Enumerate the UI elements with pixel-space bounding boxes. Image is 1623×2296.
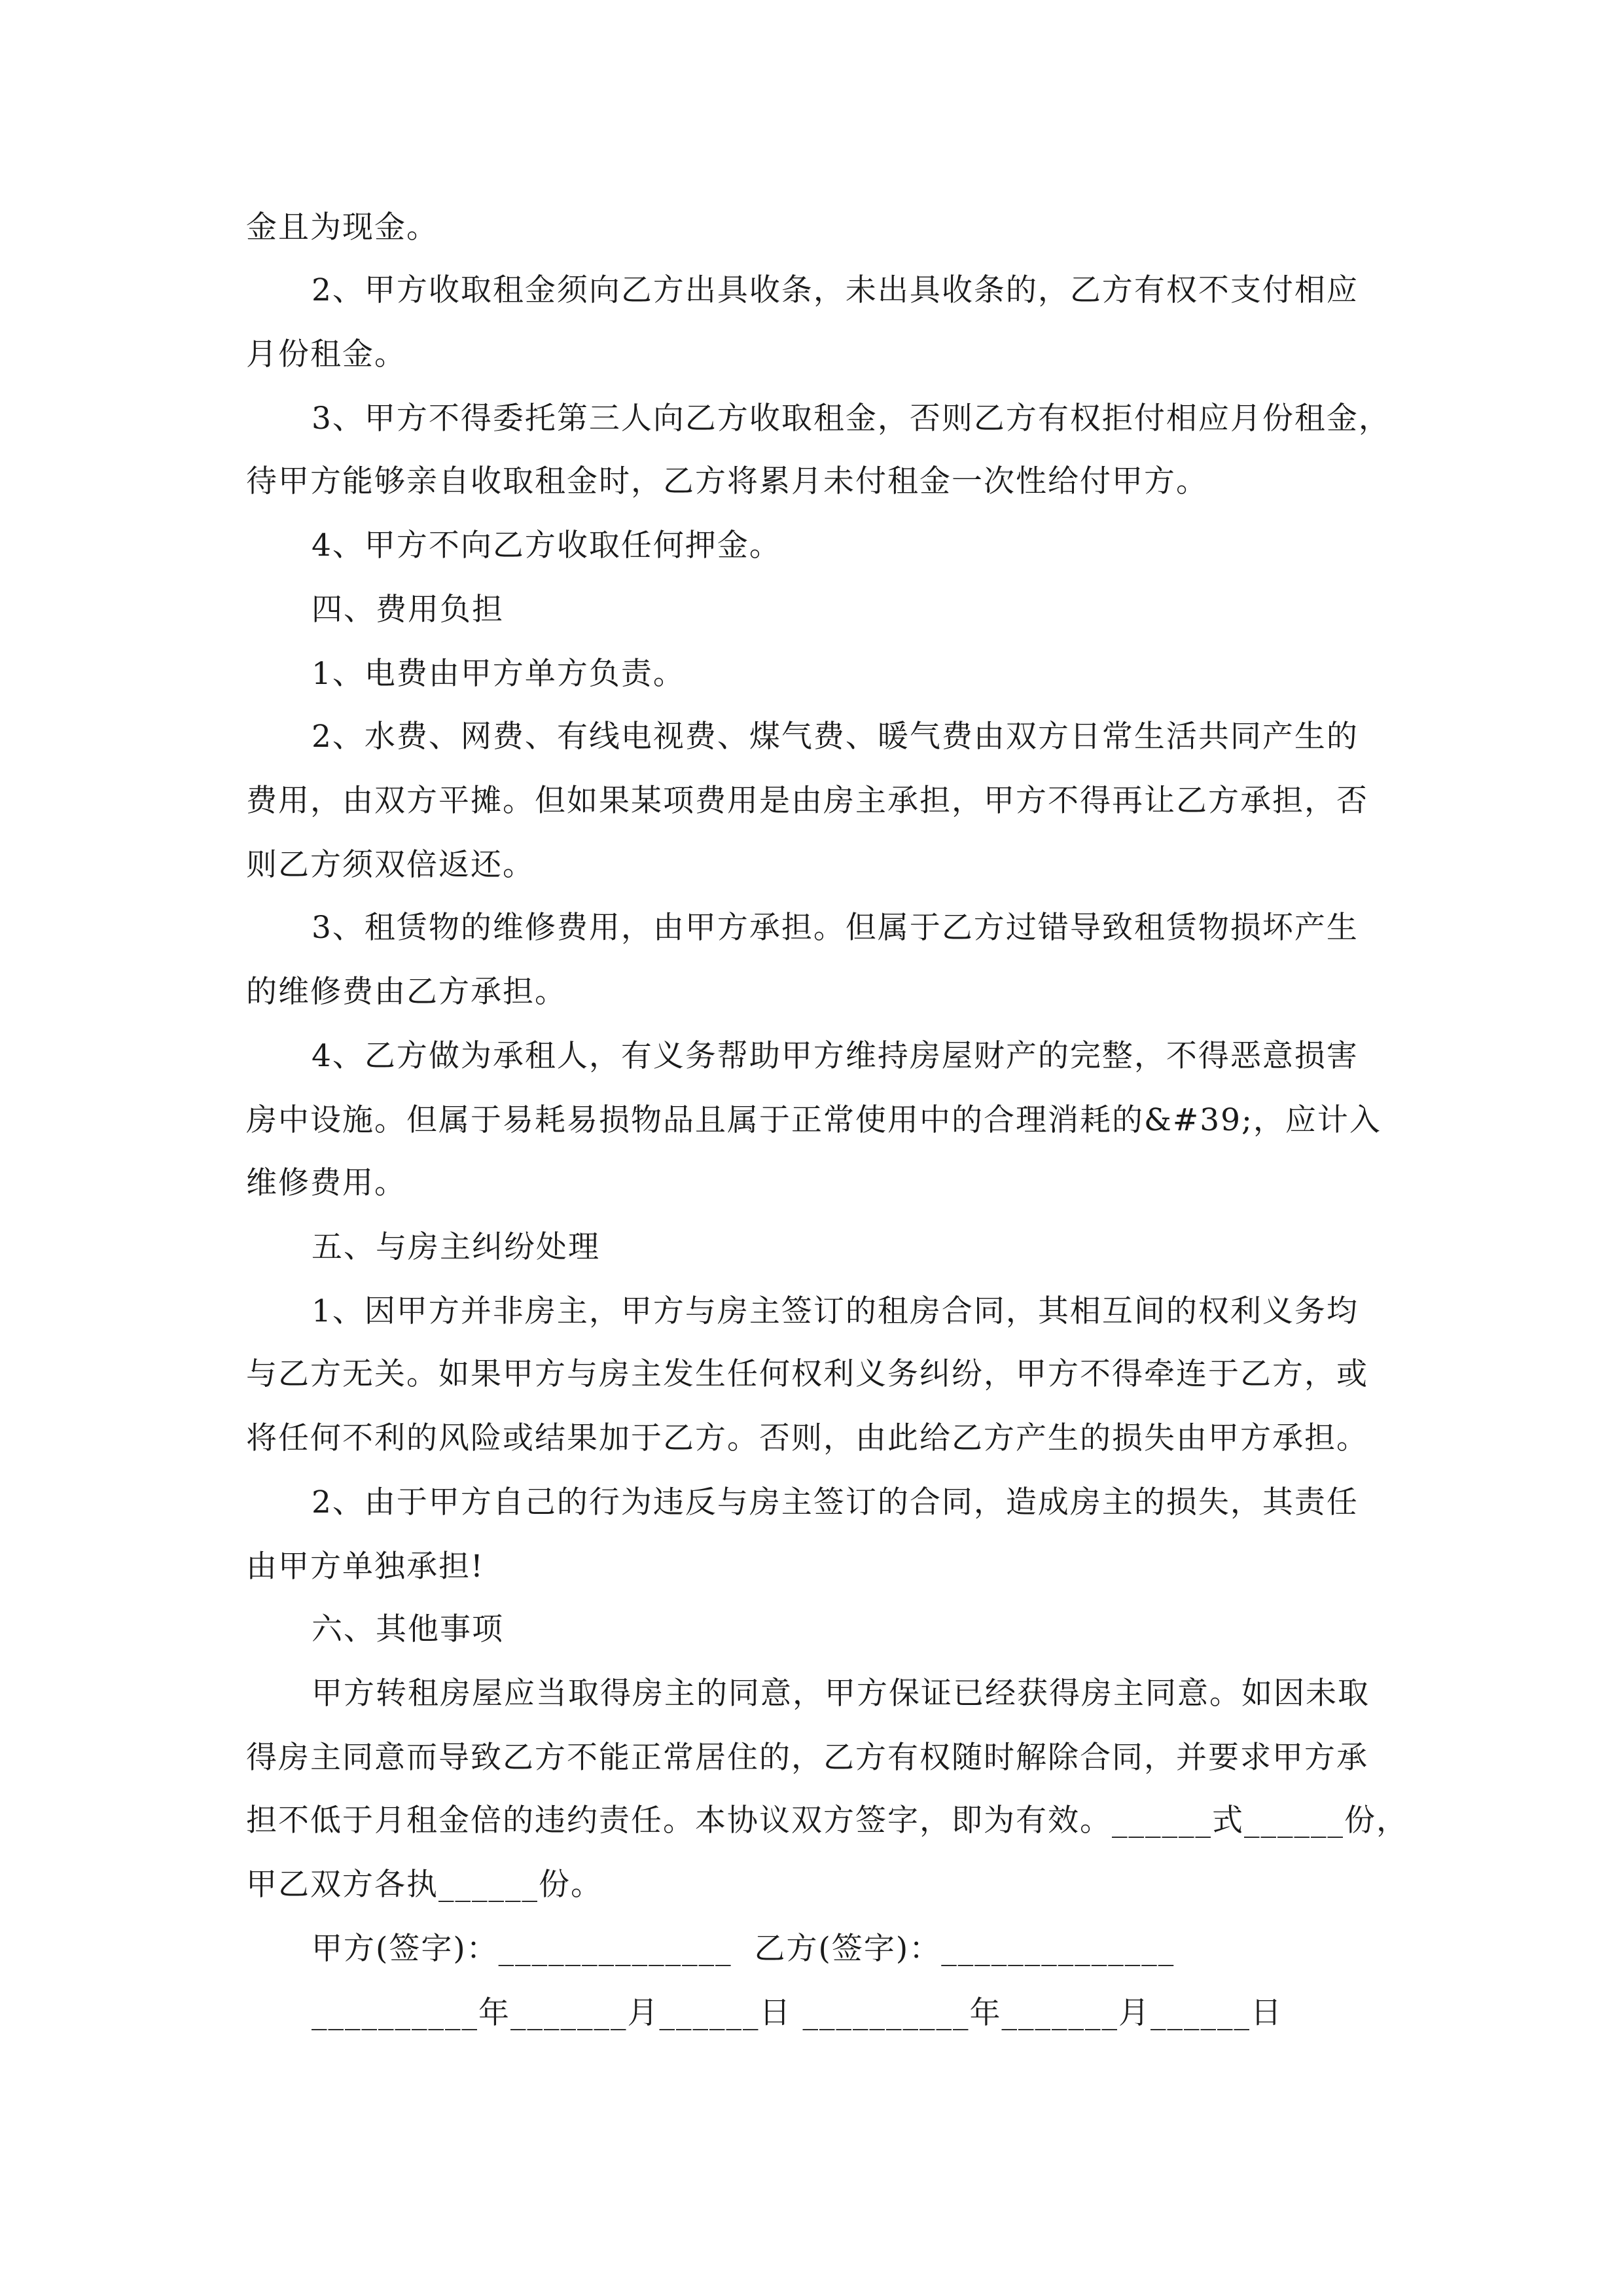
paragraph-line-16: 维修费用。 (246, 1165, 406, 1201)
paragraph-line-18: 1、因甲方并非房主，甲方与房主签订的租房合同，其相互间的权利义务均 (312, 1293, 1359, 1329)
paragraph-line-3: 月份租金。 (246, 336, 406, 372)
paragraph-line-21: 2、由于甲方自己的行为违反与房主签订的合同，造成房主的损失，其责任 (312, 1484, 1359, 1520)
paragraph-line-25: 得房主同意而导致乙方不能正常居住的，乙方有权随时解除合同，并要求甲方承 (246, 1740, 1368, 1776)
paragraph-line-14: 4、乙方做为承租人，有义务帮助甲方维持房屋财产的完整，不得恶意损害 (312, 1038, 1359, 1074)
paragraph-line-9: 2、水费、网费、有线电视费、煤气费、暖气费由双方日常生活共同产生的 (312, 719, 1359, 755)
paragraph-line-1: 金且为现金。 (246, 209, 438, 245)
paragraph-line-13: 的维修费由乙方承担。 (246, 974, 567, 1010)
paragraph-line-15: 房中设施。但属于易耗易损物品且属于正常使用中的合理消耗的&#39;，应计入 (246, 1102, 1382, 1138)
date-line: __________年_______月______日 __________年_______月______日 (312, 1995, 1283, 2031)
paragraph-line-12: 3、租赁物的维修费用，由甲方承担。但属于乙方过错导致租赁物损坏产生 (312, 910, 1359, 946)
paragraph-line-27: 甲乙双方各执______份。 (246, 1867, 603, 1903)
paragraph-line-26: 担不低于月租金倍的违约责任。本协议双方签字，即为有效。______式______份， (246, 1803, 1408, 1839)
section-heading-4: 四、费用负担 (312, 592, 504, 628)
paragraph-line-10: 费用，由双方平摊。但如果某项费用是由房主承担，甲方不得再让乙方承担，否 (246, 783, 1368, 819)
section-heading-5: 五、与房主纠纷处理 (312, 1229, 600, 1265)
paragraph-line-8: 1、电费由甲方单方负责。 (312, 656, 685, 692)
paragraph-line-20: 将任何不利的风险或结果加于乙方。否则，由此给乙方产生的损失由甲方承担。 (246, 1420, 1368, 1456)
paragraph-line-2: 2、甲方收取租金须向乙方出具收条，未出具收条的，乙方有权不支付相应 (312, 272, 1359, 308)
paragraph-line-19: 与乙方无关。如果甲方与房主发生任何权利义务纠纷，甲方不得牵连于乙方，或 (246, 1356, 1368, 1392)
paragraph-line-22: 由甲方单独承担! (246, 1549, 484, 1585)
section-heading-6: 六、其他事项 (312, 1611, 504, 1647)
signature-line: 甲方(签字)：______________ 乙方(签字)：______________ (312, 1931, 1175, 1967)
paragraph-line-11: 则乙方须双倍返还。 (246, 847, 535, 883)
paragraph-line-6: 4、甲方不向乙方收取任何押金。 (312, 528, 781, 564)
paragraph-line-5: 待甲方能够亲自收取租金时，乙方将累月未付租金一次性给付甲方。 (246, 463, 1208, 499)
paragraph-line-24: 甲方转租房屋应当取得房主的同意，甲方保证已经获得房主同意。如因未取 (312, 1676, 1370, 1712)
paragraph-line-4: 3、甲方不得委托第三人向乙方收取租金，否则乙方有权拒付相应月份租金， (312, 401, 1391, 437)
